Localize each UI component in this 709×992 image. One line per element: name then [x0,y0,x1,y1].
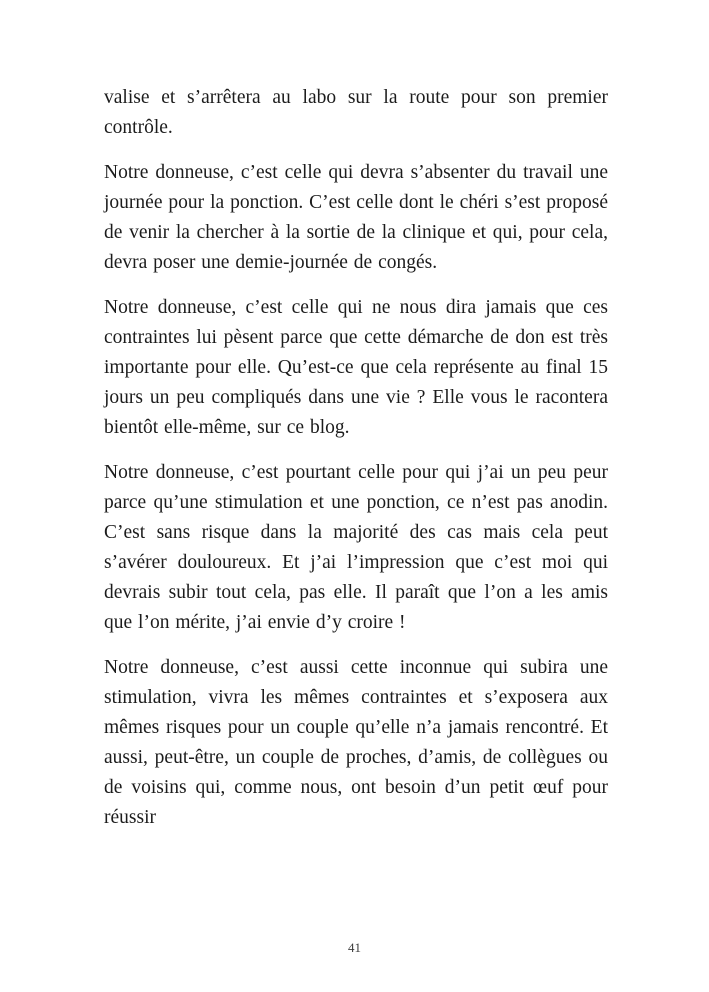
page-text-block [104,83,608,833]
paragraph: Notre donneuse, c’est pourtant celle pour qui j’ai un peu peur parce qu’une stimulation et une ponction, ce n’est pas anodin. C’est sans risque dans la majorité des cas mais cela peut s’avérer douloureux. Et j’ai l’impression que c’est moi qui devrais subir tout cela, pas elle. Il paraît que l’on a les amis que l’on mérite, j’ai envie d’y croire ! [104,462,608,633]
paragraph: Notre donneuse, c’est aussi cette inconnue qui subira une stimulation, vivra les mêmes contraintes et s’exposera aux mêmes risques pour un couple qu’elle n’a jamais rencontré. Et aussi, peut-être, un couple de proches, d’amis, de collègues ou de voisins qui, comme nous, ont besoin d’un petit œuf pour réussir [104,657,608,828]
paragraph: Notre donneuse, c’est celle qui devra s’absenter du travail une journée pour la ponction. C’est celle dont le chéri s’est proposé de venir la chercher à la sortie de la clinique et qui, pour cela, devra poser une demie-journée de congés. [104,162,608,273]
page-number: 41 [348,940,361,955]
paragraph: valise et s’arrêtera au labo sur la route pour son premier contrôle. [104,87,608,138]
paragraph: Notre donneuse, c’est celle qui ne nous dira jamais que ces contraintes lui pèsent parce que cette démarche de don est très importante pour elle. Qu’est-ce que cela représente au final 15 jours un peu compliqués dans une vie ? Elle vous le racontera bientôt elle-même, sur ce blog. [104,297,608,438]
